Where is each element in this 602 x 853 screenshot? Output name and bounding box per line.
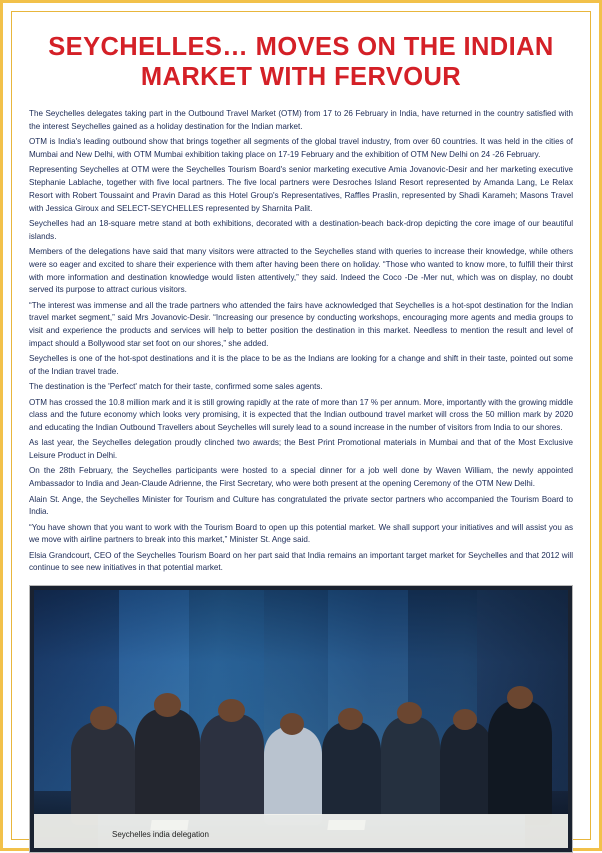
person-figure <box>381 717 440 825</box>
person-figure <box>488 701 552 825</box>
person-figure <box>440 722 493 825</box>
paragraph: “The interest was immense and all the trade partners who attended the fairs have acknowledged that Seychelles is a hot-spot destination for the Indian travel market segment,” said Mrs Jovanovic-Desir. “Increasing our presence by conducting workshops, encouraging more agents and media groups to visit and experience the products and services will help to better position the destination in this market. Needless to mention the result and level of impact should a Bollywood star set foot on our shores,” she added. <box>29 300 573 348</box>
delegation-group-photo <box>34 590 568 848</box>
paragraph: OTM is India's leading outbound show that brings together all segments of the global travel industry, from over 60 countries. It was held in the cities of Mumbai and New Delhi, with OTM Mumbai exhibition taking place on 17-19 February and the exhibition of OTM New Delhi on 24 -26 February. <box>29 137 573 159</box>
person-head <box>338 708 363 730</box>
photo-caption: Seychelles india delegation <box>112 830 209 840</box>
person-head <box>280 713 305 735</box>
person-figure <box>135 709 199 825</box>
person-head <box>90 706 117 729</box>
headline-line-1: SEYCHELLES… MOVES ON THE INDIAN <box>48 33 554 61</box>
paragraph: The Seychelles delegates taking part in the Outbound Travel Market (OTM) from 17 to 26 February in India, have returned in the country satisfied with the interest Seychelles gained as a holiday destination for the Indian market. <box>29 109 573 131</box>
paragraph: Elsia Grandcourt, CEO of the Seychelles Tourism Board on her part said that India remains an important target market for Seychelles and that 2012 will continue to see new initiatives in that potential market. <box>29 550 573 573</box>
paragraph: On the 28th February, the Seychelles participants were hosted to a special dinner for a job well done by Waven William, the newly appointed Ambassador to India and Jean-Claude Adrienne, the First Secretary, who were both present at the opening Ceremony of the OTM New Delhi. <box>29 466 573 489</box>
paragraph: Members of the delegations have said that many visitors were attracted to the Seychelles stand with queries to increase their knowledge, while others were so eager and excited to share their experience with them after having been there on holiday. “Those who wanted to know more, to fulfill their thirst with more information and destination knowledge would listen attentively,” they said. Indeed the Coco -De -Mer nut, which was on display, no doubt served its purpose to attract curious visitors. <box>29 246 573 295</box>
paragraph: The destination is the 'Perfect' match for their taste, confirmed some sales agents. <box>29 382 323 392</box>
article-content <box>3 3 599 848</box>
page-title <box>33 33 569 92</box>
person-head <box>453 709 476 730</box>
article-body <box>29 108 573 575</box>
paragraph: OTM has crossed the 10.8 million mark and it is still growing rapidly at the rate of more than 17 % per annum. More, importantly with the growing middle class and the future economy which looks very promising, it is expected that the Indian outbound travel market will cross the 50 million mark by 2020 and educating the Indian Outbound Travellers about Seychelles will surely lead to a sound increase in the number of visitors from India to our shores. <box>29 397 573 433</box>
paragraph: Representing Seychelles at OTM were the Seychelles Tourism Board's senior marketing executive Amia Jovanovic-Desir and her marketing executive Stephanie Lablache, together with five local partners. The five local partners were Desroches Island Resort represented by Amanda Lang, Le Relax Resort with Robert Toussaint and Pravin Darad as this Hotel Group's Representatives, Raffles Praslin, represented by Shadi Karameh; Masons Travel with Jessica Giroux and SELECT-SEYCHELLES represented by Sharnita Palit. <box>29 165 573 213</box>
article-photo-frame <box>29 585 573 853</box>
person-head <box>154 693 181 716</box>
paragraph: “You have shown that you want to work with the Tourism Board to open up this potential market. We shall support your initiatives and will assist you as we move with airline partners to break into this market,” Minister St. Ange said. <box>29 522 573 545</box>
paragraph: Alain St. Ange, the Seychelles Minister for Tourism and Culture has congratulated the private sector partners who accompanied the Tourism Board to India. <box>29 494 573 517</box>
person-head <box>218 699 245 722</box>
person-figure <box>200 714 264 825</box>
headline-line-2: MARKET WITH FERVOUR <box>140 62 462 91</box>
paragraph: Seychelles had an 18-square metre stand at both exhibitions, decorated with a destination-beach back-drop depicting the core image of our beautiful islands. <box>29 218 573 241</box>
person-figure <box>322 722 381 825</box>
person-figure <box>264 727 323 825</box>
person-head <box>507 686 534 709</box>
person-figure <box>71 722 135 825</box>
paragraph: As last year, the Seychelles delegation proudly clinched two awards; the Best Print Promotional materials in Mumbai and that of the Most Exclusive Leisure Product in Delhi. <box>29 438 573 461</box>
person-head <box>397 702 422 724</box>
paragraph: Seychelles is one of the hot-spot destinations and it is the place to be as the Indians are looking for a change and shift in their taste, pointed out some of the Indian travel trade. <box>29 354 573 376</box>
